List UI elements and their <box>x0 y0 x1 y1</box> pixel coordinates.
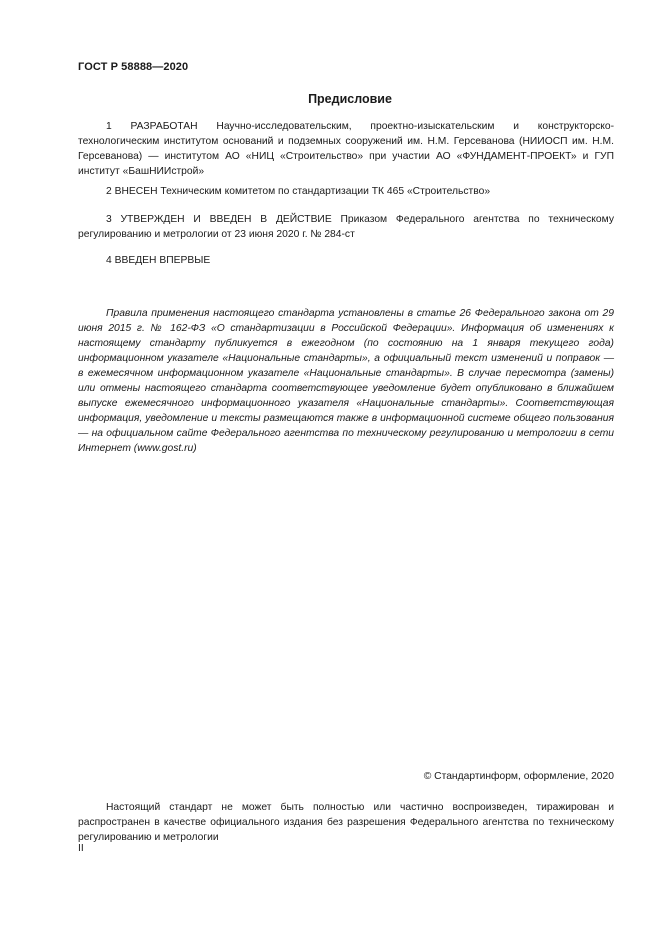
paragraph-developed: 1 РАЗРАБОТАН Научно-исследовательским, проектно-изыскательским и конструкторско-технологическим институтом оснований и подземных сооружений им. Н.М. Герсеванова (НИИОСП им. Н.М. Герсеванова) — институтом АО «НИЦ «Строительство» при участии АО «ФУНДАМЕНТ-ПРОЕКТ» и ГУП институт «БашНИИстрой» <box>78 121 614 177</box>
standard-code: ГОСТ Р 58888—2020 <box>78 61 189 73</box>
paragraph-first-introduced: 4 ВВЕДЕН ВПЕРВЫЕ <box>106 255 211 266</box>
application-notice: Правила применения настоящего стандарта установлены в статье 26 Федерального закона от 29 июня 2015 г. № 162-ФЗ «О стандартизации в Российской Федерации». Информация об изменениях к настоящему стандарту публикуется в ежегодном (по состоянию на 1 января текущего года) информационном указателе «Национальные стандарты», а официальный текст изменений и поправок — в ежемесячном информационном указателе «Национальные стандарты». В случае пересмотра (замены) или отмены настоящего стандарта соответствующее уведомление будет опубликовано в ближайшем выпуске ежемесячного информационного указателя «Национальные стандарты». Соответствующая информация, уведомление и тексты размещаются также в информационной системе общего пользования — на официальном сайте Федерального агентства по техническому регулированию и метрологии в сети Интернет (www.gost.ru) <box>78 308 614 454</box>
paragraph-approved: 3 УТВЕРЖДЕН И ВВЕДЕН В ДЕЙСТВИЕ Приказом Федерального агентства по техническому регулированию и метрологии от 23 июня 2020 г. № 284-ст <box>78 214 614 240</box>
paragraph-introduced: 2 ВНЕСЕН Техническим комитетом по стандартизации ТК 465 «Строительство» <box>106 186 491 197</box>
copyright-line: © Стандартинформ, оформление, 2020 <box>423 771 614 782</box>
page-number: II <box>78 843 84 854</box>
reproduction-notice: Настоящий стандарт не может быть полностью или частично воспроизведен, тиражирован и распространен в качестве официального издания без разрешения Федерального агентства по техническому регулированию и метрологии <box>78 802 614 843</box>
section-title: Предисловие <box>308 92 392 106</box>
